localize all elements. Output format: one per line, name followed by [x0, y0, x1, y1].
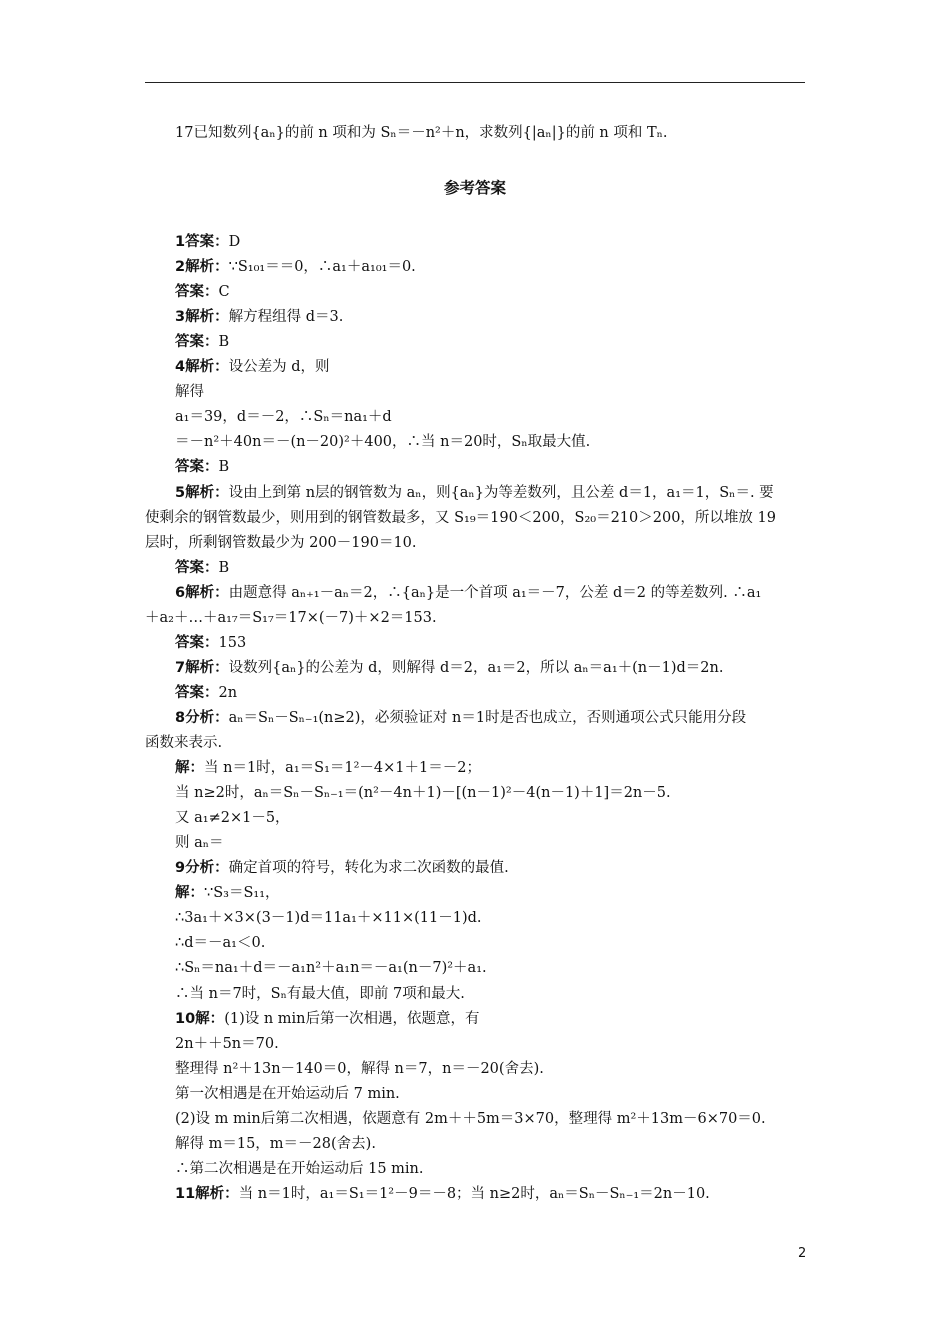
answer-label: 5解析：: [175, 485, 229, 501]
answer-text: ∴Sₙ＝na₁＋d＝－a₁n²＋a₁n＝－a₁(n－7)²＋a₁.: [175, 960, 487, 976]
answer-label: 10解：: [175, 1011, 225, 1027]
question-17: 17已知数列{aₙ}的前 n 项和为 Sₙ＝－n²＋n，求数列{|aₙ|}的前 n 项和 Tₙ.: [175, 125, 668, 141]
answer-label: 4解析：: [175, 359, 229, 375]
answer-text: (1)设 n min后第一次相遇，依题意，有: [224, 1011, 480, 1027]
answer-text: ∴第二次相遇是在开始运动后 15 min.: [175, 1161, 424, 1177]
header-rule: [145, 82, 805, 83]
answer-text: 整理得 n²＋13n－140＝0，解得 n＝7，n＝－20(舍去).: [175, 1061, 544, 1077]
answer-text: a₁＝39，d＝－2，∴Sₙ＝na₁＋d: [175, 409, 392, 425]
answer-text: 解得: [175, 384, 204, 400]
answer-text: 函数来表示.: [145, 735, 223, 751]
answer-text: ∵S₁₀₁＝＝0，∴a₁＋a₁₀₁＝0.: [228, 259, 416, 275]
answer-line: [175, 433, 810, 451]
answer-text: 当 n≥2时，aₙ＝Sₙ－Sₙ₋₁＝(n²－4n＋1)－[(n－1)²－4(n－1)＋1]＝2n－5.: [175, 785, 671, 801]
answer-line: [175, 859, 810, 877]
answer-line: [175, 759, 810, 777]
answer-line: [175, 383, 810, 401]
answer-line: [175, 1060, 810, 1078]
answer-line: [145, 734, 810, 752]
answer-text: 2n＋＋5n＝70.: [175, 1036, 279, 1052]
answer-line: [175, 1135, 810, 1153]
answer-text: 使剩余的钢管数最少，则用到的钢管数最多，又 S₁₉＝190＜200，S₂₀＝210＞200，所以堆放 19: [145, 510, 776, 526]
answer-line: [175, 1010, 810, 1028]
answer-line: [175, 458, 810, 476]
answer-line: [175, 408, 810, 426]
answer-text: 153: [218, 635, 247, 651]
answer-line: [175, 959, 810, 977]
answer-line: [175, 1160, 810, 1178]
answer-text: 解方程组得 d＝3.: [228, 309, 344, 325]
answer-label: 1答案：: [175, 234, 229, 250]
answer-text: ∴3a₁＋×3×(3－1)d＝11a₁＋×11×(11－1)d.: [175, 910, 482, 926]
answer-label: 6解析：: [175, 585, 229, 601]
answer-line: [145, 509, 810, 527]
answer-label: 11解析：: [175, 1186, 239, 1202]
answer-line: [175, 834, 810, 852]
answer-label: 3解析：: [175, 309, 229, 325]
answer-line: [175, 809, 810, 827]
answer-text: C: [218, 284, 230, 300]
answer-label: 答案：: [175, 635, 219, 651]
answer-line: [175, 1185, 810, 1203]
answer-label: 7解析：: [175, 660, 229, 676]
answer-label: 解：: [175, 885, 204, 901]
answer-text: 第一次相遇是在开始运动后 7 min.: [175, 1086, 400, 1102]
answer-label: 答案：: [175, 334, 219, 350]
answer-text: B: [218, 560, 230, 576]
answer-text: B: [218, 334, 230, 350]
answer-text: ∴当 n＝7时，Sₙ有最大值，即前 7项和最大.: [175, 986, 465, 1002]
answer-line: [175, 985, 810, 1003]
answer-line: [175, 1035, 810, 1053]
answer-label: 答案：: [175, 459, 219, 475]
answer-text: ∵S₃＝S₁₁，: [204, 885, 280, 901]
answer-text: (2)设 m min后第二次相遇，依题意有 2m＋＋5m＝3×70，整理得 m²＋13m－6×70＝0.: [175, 1111, 766, 1127]
answer-text: 当 n＝1时，a₁＝S₁＝1²－4×1＋1＝－2；: [204, 760, 481, 776]
answer-line: [175, 884, 810, 902]
answer-line: [175, 1085, 810, 1103]
answer-line: [175, 709, 810, 727]
answer-text: 设数列{aₙ}的公差为 d，则解得 d＝2，a₁＝2，所以 aₙ＝a₁＋(n－1)d＝2n.: [228, 660, 724, 676]
answer-line: [175, 258, 810, 276]
answer-label: 答案：: [175, 685, 219, 701]
answer-line: [145, 534, 810, 552]
answer-line: [175, 584, 810, 602]
answer-label: 9分析：: [175, 860, 229, 876]
answer-text: ＝－n²＋40n＝－(n－20)²＋400，∴当 n＝20时，Sₙ取最大值.: [175, 434, 591, 450]
answer-line: [175, 308, 810, 326]
answer-label: 2解析：: [175, 259, 229, 275]
answer-text: 设由上到第 n层的钢管数为 aₙ，则{aₙ}为等差数列，且公差 d＝1，a₁＝1，Sₙ＝. 要: [228, 485, 774, 501]
answer-text: ＋a₂＋…＋a₁₇＝S₁₇＝17×(－7)＋×2＝153.: [145, 610, 437, 626]
answer-label: 解：: [175, 760, 204, 776]
answer-line: [175, 784, 810, 802]
page-number: 2: [798, 1246, 807, 1261]
answer-text: B: [218, 459, 230, 475]
answer-text: 当 n＝1时，a₁＝S₁＝1²－9＝－8；当 n≥2时，aₙ＝Sₙ－Sₙ₋₁＝2n－10.: [238, 1186, 710, 1202]
answer-label: 答案：: [175, 284, 219, 300]
answer-label: 8分析：: [175, 710, 229, 726]
answer-line: [175, 659, 810, 677]
answer-line: [175, 934, 810, 952]
answer-line: [175, 1110, 810, 1128]
answer-label: 答案：: [175, 560, 219, 576]
answer-text: aₙ＝Sₙ－Sₙ₋₁(n≥2)，必须验证对 n＝1时是否也成立，否则通项公式只能用分段: [228, 710, 747, 726]
answer-text: 解得 m＝15，m＝－28(舍去).: [175, 1136, 376, 1152]
answer-text: 层时，所剩钢管数最少为 200－190＝10.: [145, 535, 417, 551]
answer-line: [145, 609, 810, 627]
answer-line: [175, 484, 810, 502]
answer-text: ∴d＝－a₁＜0.: [175, 935, 266, 951]
answer-line: [175, 684, 810, 702]
answer-text: D: [228, 234, 241, 250]
answer-line: [175, 358, 810, 376]
answer-line: [175, 233, 810, 251]
answers-title: 参考答案: [443, 179, 506, 197]
answer-text: 又 a₁≠2×1－5，: [175, 810, 290, 826]
answer-text: 确定首项的符号，转化为求二次函数的最值.: [228, 860, 509, 876]
answer-line: [175, 283, 810, 301]
answer-line: [175, 909, 810, 927]
answer-text: 由题意得 aₙ₊₁－aₙ＝2，∴{aₙ}是一个首项 a₁＝－7，公差 d＝2 的等差数列. ∴a₁: [228, 585, 762, 601]
answer-line: [175, 634, 810, 652]
answer-text: 设公差为 d，则: [228, 359, 330, 375]
answer-line: [175, 559, 810, 577]
answer-text: 则 aₙ＝: [175, 835, 224, 851]
answer-line: [175, 333, 810, 351]
answer-text: 2n: [218, 685, 238, 701]
